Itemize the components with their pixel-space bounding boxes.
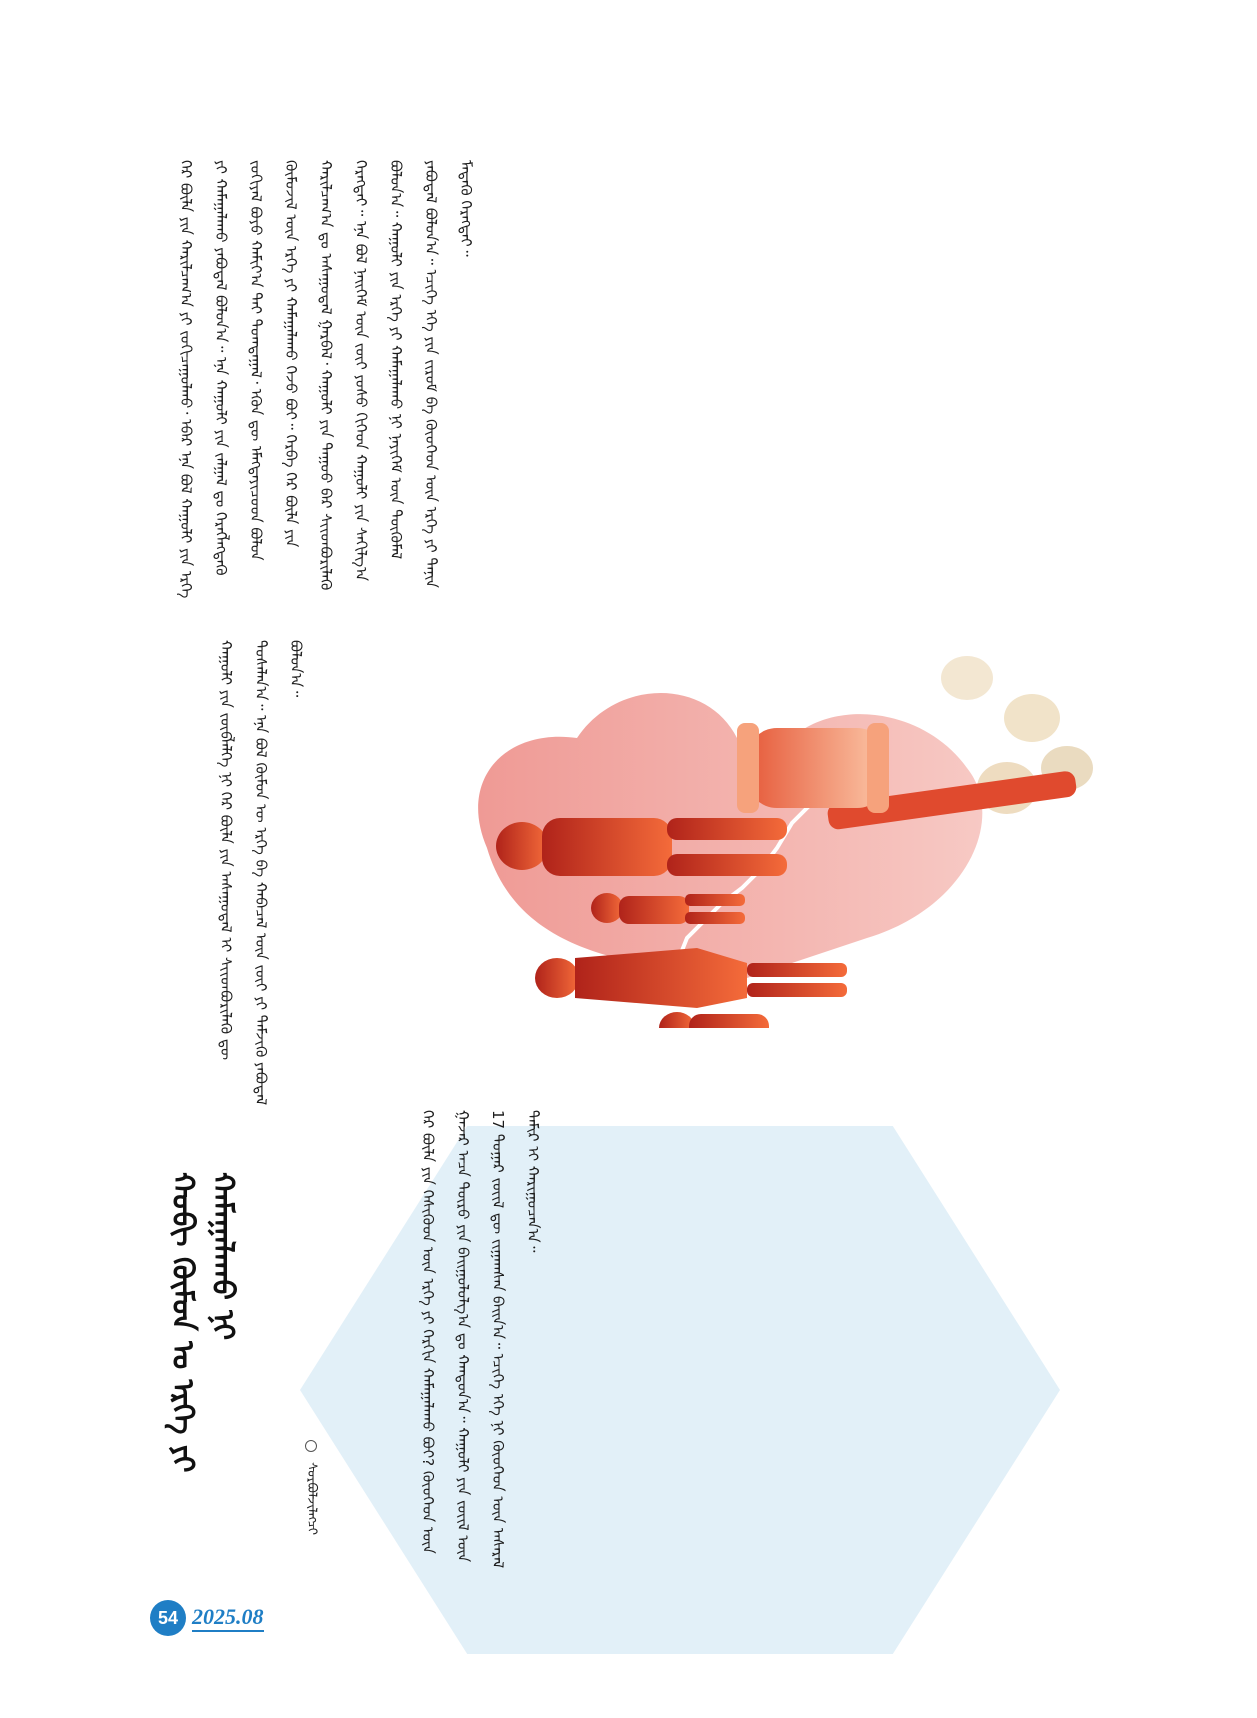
author-byline (300, 1440, 330, 1580)
page-number: 54 (150, 1600, 186, 1636)
folio (150, 1600, 390, 1640)
body-text-upper: ᠭᠡᠷ ᠪᠦᠯᠡ ᠶᠢᠨ ᠬᠠᠷᠢᠯᠴᠠᠭ᠎ᠠ ᠶᠢ ᠵᠣᠬᠢᠴᠠᠭᠤᠯᠬᠤ᠂ ᠡᠪᠡᠷ ᠡᠨᠡ ᠪᠣᠯ ᠬᠠᠭᠤᠯᠢ ᠶᠢᠨ ᠡᠷᠬᠡ ᠶᠢ ᠬᠠᠮᠠᠭᠠᠯᠠᠬᠤ ᠶᠠᠪᠤᠳᠠᠯ ᠪᠣᠯᠤᠨ᠎ᠠ᠃ ᠡᠨᠡ ᠬᠠᠭᠤᠯᠢ ᠶᠢᠨ ᠵᠠᠯᠭᠠᠯ ᠳᠤ ᠬᠡᠷᠡᠭᠯᠡᠭᠳᠡᠬᠦ ᠵᠣᠬᠢᠶᠠᠯ ᠪᠤᠶᠤ ᠬᠠᠮᠢᠶ᠎ᠠ ᠲᠠᠢ ᠲᠣᠭᠲᠠᠭᠠᠯ᠂ ᠡᠭᠦᠨ ᠳᠦ ᠡᠮᠡᠭᠲᠡᠶᠢᠴᠦᠳ ᠪᠣᠯᠤᠨ ᠬᠦᠮᠦᠵᠢᠯ ᠦᠨ ᠡᠷᠬᠡ ᠶᠢ ᠬᠠᠮᠠᠭᠠᠯᠠᠬᠤ ᠭᠡᠵᠦ ᠪᠤᠢ᠃ ᠬᠡᠷᠪᠡ ᠭᠡᠷ ᠪᠦᠯᠡ ᠶᠢᠨ ᠬᠠᠷᠢᠯᠴᠠᠭ᠎ᠠ ᠳᠤ ᠠᠰᠠᠭᠤᠳᠠᠯ ᠭᠠᠷᠪᠠᠯ᠂ ᠬᠠᠭᠤᠯᠢ ᠶᠢᠨ ᠳᠠᠭᠤᠤ ᠪᠠᠷ ᠰᠢᠢᠳᠪᠦᠷᠢᠯᠡᠬᠦ ᠬᠡᠷᠡᠭᠲᠡᠢ᠃ ᠡᠨᠡ ᠪᠣᠯ ᠨᠡᠢᠭᠡᠮ ᠦᠨ ᠵᠦᠢ ᠶᠣᠰᠣ ᠬᠢᠭᠡᠳ ᠬᠠᠭᠤᠯᠢ ᠶᠢᠨ ᠰᠠᠬᠢᠯᠭ᠎ᠠ ᠪᠣᠯᠤᠨ᠎ᠠ᠃ ᠬᠠᠭᠤᠯᠢ ᠶᠢᠨ ᠡᠷᠬᠡ ᠶᠢ ᠬᠠᠮᠠᠭᠠᠯᠠᠬᠤ ᠨᠢ ᠨᠡᠶᠢᠭᠡᠮ ᠦᠨ ᠲᠦᠭᠦᠮᠡᠯ ᠶᠠᠪᠤᠳᠠᠯ ᠪᠣᠯᠤᠨ᠎ᠠ᠃ ᠡᠴᠢᠭᠡ ᠡᠬᠡ ᠶᠢᠨ ᠵᠢᠷᠤᠮ ᠪᠠ ᠬᠦᠦᠬᠡᠳ ᠦᠨ ᠡᠷᠬᠡ ᠶᠢ ᠲᠠᠨᠢᠨ ᠮᠡᠳᠡᠬᠦ ᠬᠡᠷᠡᠭᠲᠡᠢ᠃ (177, 160, 475, 599)
article-title: ᠬᠤᠪᠢ ᠬᠦᠮᠦᠨ ᠤ ᠡᠷᠬᠡ ᠶᠢ ᠬᠠᠮᠠᠭᠠᠯᠠᠬᠤ ᠨᠢ (165, 1172, 240, 1473)
illustration-graphic (447, 618, 1107, 1028)
gavel-head (737, 723, 889, 813)
divorce-illustration (447, 618, 1107, 1028)
author-name: ᠰᠤᠷᠪᠤᠯᠵᠢᠯᠡᠭᠴᠢ (304, 1462, 319, 1536)
author-circle-icon (305, 1440, 317, 1452)
body-text-right: ᠭᠡᠷ ᠪᠦᠯᠡ ᠶᠢᠨ ᠭᠡᠰᠢᠭᠦᠳ ᠦᠨ ᠡᠷᠬᠡ ᠶᠢ ᠬᠡᠷᠬᠢᠨ ᠬᠠᠮᠠᠭᠠᠯᠠᠬᠤ ᠪᠤᠢ? ᠬᠦᠦᠬᠡᠳ ᠦᠨ ᠭᠠᠵᠠᠷ ᠠᠴᠠ ᠲᠦᠷᠦ ᠶᠢᠨ ᠪᠠᠢᠭᠤᠯᠤᠯᠭ᠎ᠠ ᠳᠤ ᠬᠠᠨᠳᠤᠨ᠎ᠠ᠃ ᠬᠠᠭᠤᠯᠢ ᠶᠢᠨ ᠵᠦᠢᠯ ᠦᠨ 17 ᠳᠤᠭᠠᠷ ᠵᠦᠢᠯ ᠳᠦ ᠵᠢᠭᠠᠭᠰᠠᠨ ᠪᠠᠢᠨ᠎ᠠ᠃ ᠡᠴᠢᠭᠡ ᠡᠬᠡ ᠨᠢ ᠬᠦᠦᠬᠡᠳ ᠦᠨ ᠠᠰᠠᠷᠠᠯ ᠲᠠᠮᠢᠷ ᠢ ᠬᠠᠷᠢᠭᠤᠴᠠᠨ᠎ᠠ᠃ (419, 1110, 542, 1569)
issue-date: 2025.08 (192, 1604, 264, 1632)
body-text-middle: ᠬᠠᠭᠤᠯᠢ ᠶᠢᠨ ᠵᠦᠪᠯᠡᠯᠭᠡ ᠨᠢ ᠭᠡᠷ ᠪᠦᠯᠡ ᠶᠢᠨ ᠠᠰᠠᠭᠤᠳᠠᠯ ᠢ ᠰᠢᠢᠳᠪᠦᠷᠢᠯᠡᠬᠦ ᠳᠦ ᠲᠤᠰᠠᠯᠠᠨ᠎ᠠ᠃ ᠡᠨᠡ ᠪᠣᠯ ᠬᠦᠮᠦᠨ ᠦ ᠡᠷᠬᠡ ᠪᠠ ᠬᠠᠪᠠᠴᠠᠯ ᠦᠨ ᠵᠦᠢ ᠶᠢ ᠳᠡᠮᠵᠢᠬᠦ ᠶᠠᠪᠤᠳᠠᠯ ᠪᠣᠯᠤᠨ᠎ᠠ᠃ (217, 640, 305, 1106)
